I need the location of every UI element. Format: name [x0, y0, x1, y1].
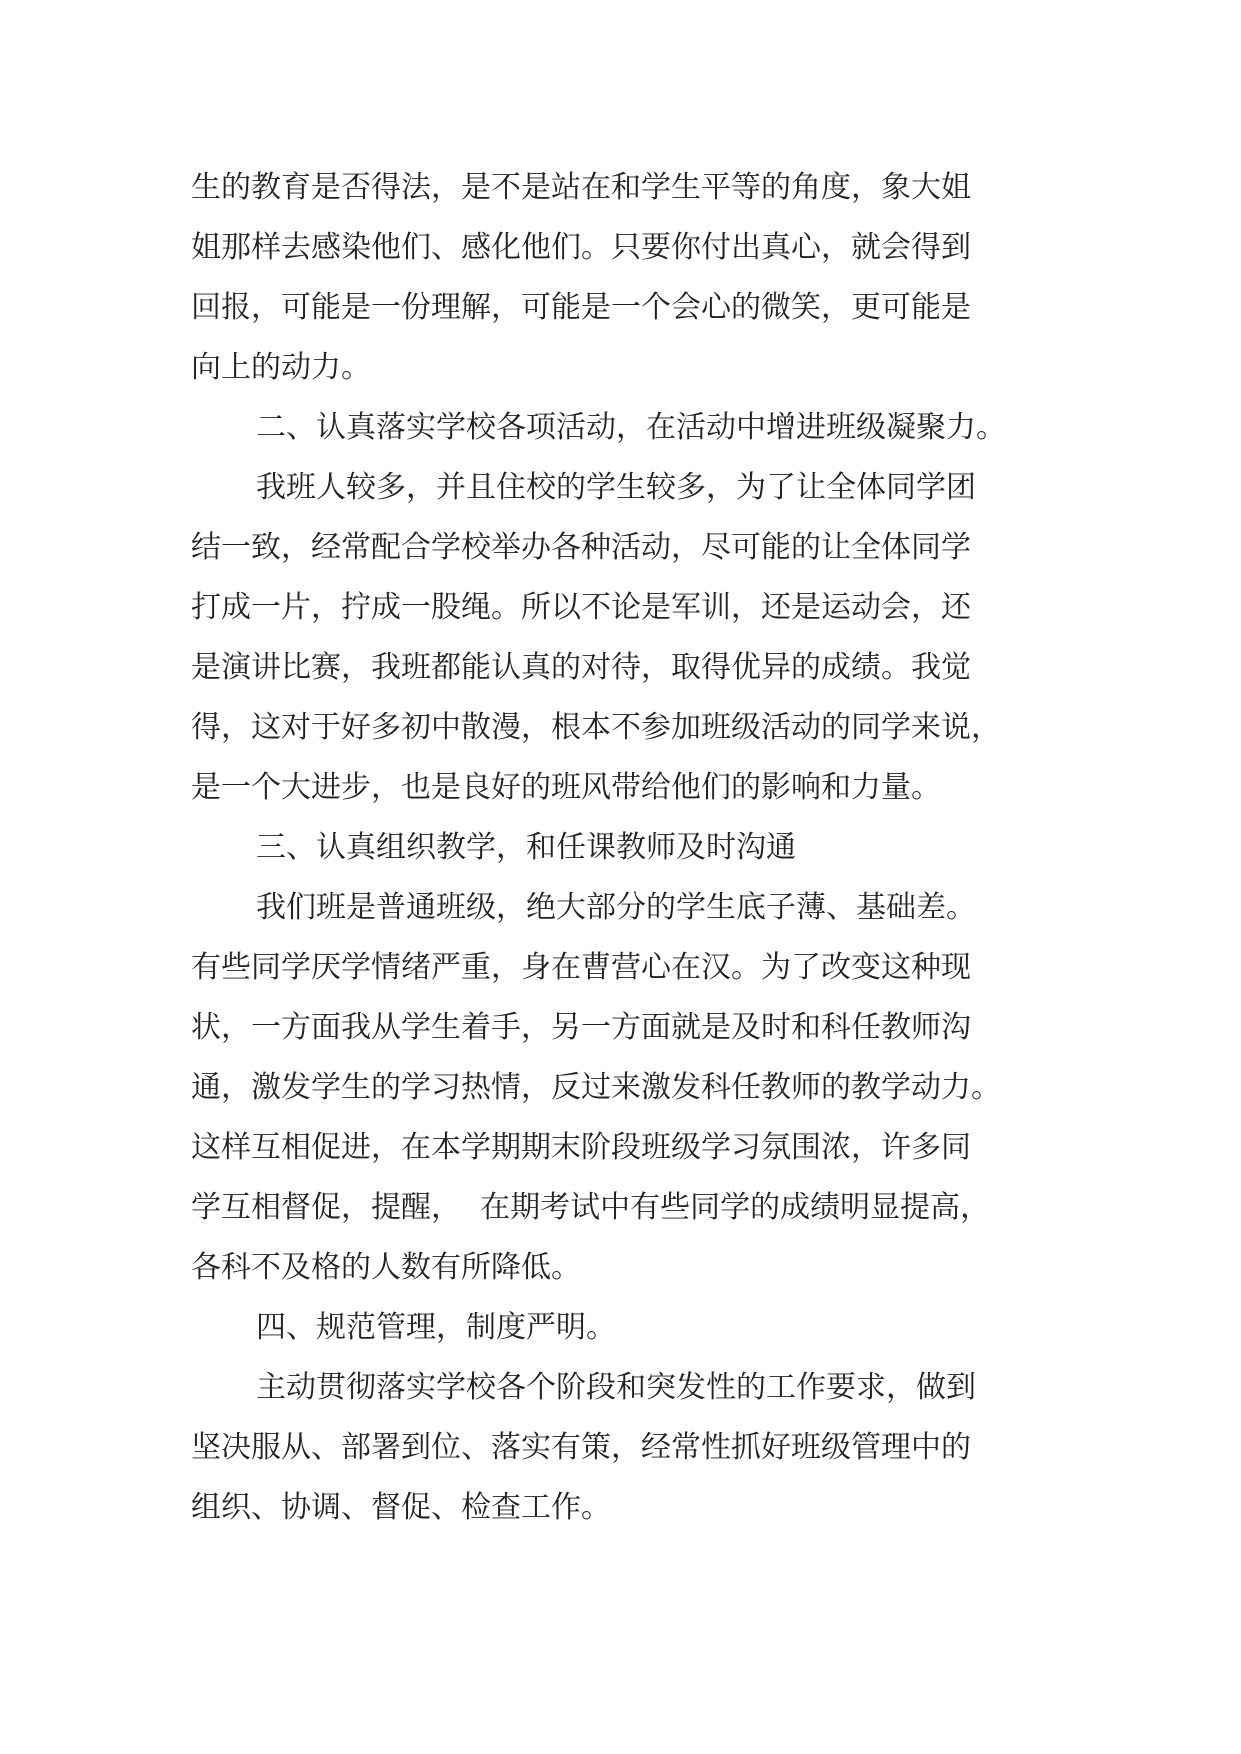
text-line: 姐那样去感染他们、感化他们。只要你付出真心，就会得到: [191, 230, 971, 265]
text-line: 状，一方面我从学生着手，另一方面就是及时和科任教师沟: [191, 1010, 971, 1045]
text-line: 组织、协调、督促、检查工作。: [191, 1490, 611, 1525]
text-line: 向上的动力。: [191, 350, 371, 385]
text-line: 主动贯彻落实学校各个阶段和突发性的工作要求，做到: [256, 1370, 976, 1405]
text-line: 打成一片，拧成一股绳。所以不论是军训，还是运动会，还: [191, 590, 971, 625]
text-line: 回报，可能是一份理解，可能是一个会心的微笑，更可能是: [191, 290, 971, 325]
text-line: 各科不及格的人数有所降低。: [191, 1250, 581, 1285]
section-heading: 四、规范管理，制度严明。: [256, 1310, 616, 1345]
section-heading: 二、认真落实学校各项活动，在活动中增进班级凝聚力。: [256, 410, 1006, 445]
text-line: 生的教育是否得法，是不是站在和学生平等的角度，象大姐: [191, 170, 971, 205]
text-line: 是演讲比赛，我班都能认真的对待，取得优异的成绩。我觉: [191, 650, 971, 685]
text-line: 我班人较多，并且住校的学生较多，为了让全体同学团: [256, 470, 976, 505]
text-line: 坚决服从、部署到位、落实有策，经常性抓好班级管理中的: [191, 1430, 971, 1465]
text-line: 结一致，经常配合学校举办各种活动，尽可能的让全体同学: [191, 530, 971, 565]
text-line: 有些同学厌学情绪严重，身在曹营心在汉。为了改变这种现: [191, 950, 971, 985]
text-line: 是一个大进步，也是良好的班风带给他们的影响和力量。: [191, 770, 941, 805]
text-line: 学互相督促，提醒， 在期考试中有些同学的成绩明显提高，: [191, 1190, 991, 1225]
text-line: 这样互相促进，在本学期期末阶段班级学习氛围浓，许多同: [191, 1130, 971, 1165]
text-line: 通，激发学生的学习热情，反过来激发科任教师的教学动力。: [191, 1070, 1001, 1105]
text-line: 得，这对于好多初中散漫，根本不参加班级活动的同学来说，: [191, 710, 1001, 745]
text-line: 我们班是普通班级，绝大部分的学生底子薄、基础差。: [256, 890, 976, 925]
section-heading: 三、认真组织教学，和任课教师及时沟通: [256, 830, 796, 865]
